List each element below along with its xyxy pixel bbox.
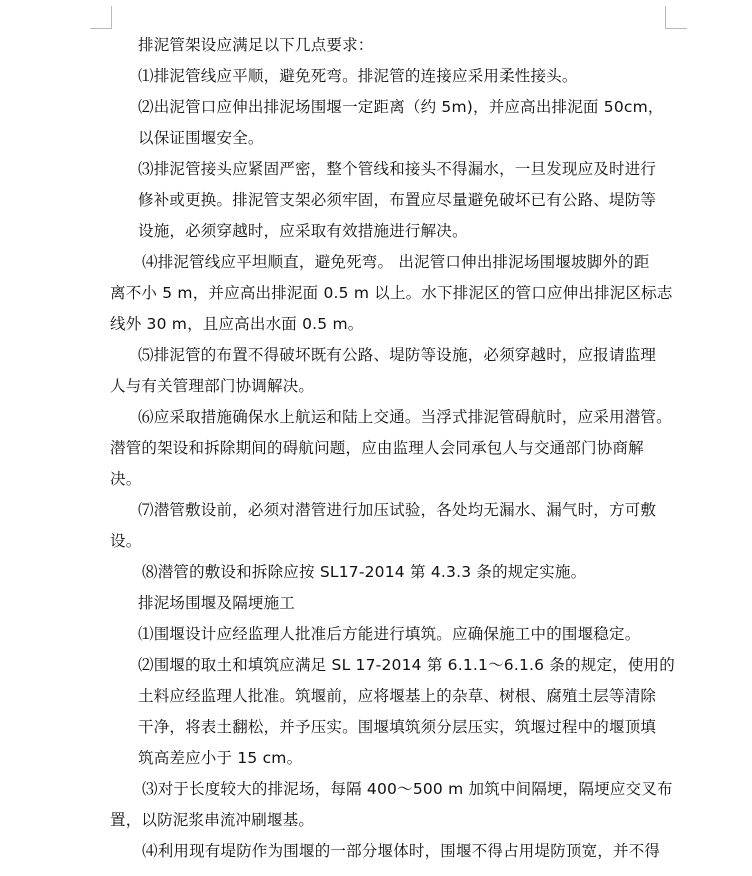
text-line: ⑻潜管的敷设和拆除应按 SL17-2014 第 4.3.3 条的规定实施。 (142, 563, 587, 581)
section-heading: 排泥场围堰及隔埂施工 (138, 594, 296, 612)
text-line: ⑷利用现有堤防作为围堰的一部分堰体时，围堰不得占用堤防顶宽，并不得 (142, 842, 661, 860)
text-line: 设施，必须穿越时，应采取有效措施进行解决。 (138, 222, 468, 240)
text-line: ⑴排泥管线应平顺，避免死弯。排泥管的连接应采用柔性接头。 (138, 67, 578, 85)
text-line: ⑵出泥管口应伸出排泥场围堰一定距离（约 5m)，并应高出排泥面 50cm， (138, 98, 664, 116)
text-line: 土料应经监理人批准。筑堰前，应将堰基上的杂草、树根、腐殖土层等清除 (138, 687, 657, 705)
text-line: 设。 (110, 532, 142, 550)
text-line: 置，以防泥浆串流冲刷堰基。 (110, 811, 315, 829)
text-line: ⑴围堰设计应经监理人批准后方能进行填筑。应确保施工中的围堰稳定。 (138, 625, 641, 643)
text-line: 修补或更换。排泥管支架必须牢固，布置应尽量避免破坏已有公路、堤防等 (138, 191, 657, 209)
text-line: 离不小 5 m，并应高出排泥面 0.5 m 以上。水下排泥区的管口应伸出排泥区标志 (110, 284, 673, 302)
text-line: 干净，将表土翻松，并予压实。围堰填筑须分层压实，筑堰过程中的堰顶填 (138, 718, 657, 736)
text-line: 以保证围堰安全。 (138, 129, 264, 147)
text-line: ⑸排泥管的布置不得破坏既有公路、堤防等设施，必须穿越时，应报请监理 (138, 346, 657, 364)
text-line: 线外 30 m，且应高出水面 0.5 m。 (110, 315, 364, 333)
text-line: 决。 (110, 470, 142, 488)
text-line: ⑷排泥管线应平坦顺直，避免死弯。 出泥管口伸出排泥场围堰坡脚外的距 (142, 253, 650, 271)
text-line: ⑺潜管敷设前，必须对潜管进行加压试验，各处均无漏水、漏气时，方可敷 (138, 501, 657, 519)
text-line: 潜管的架设和拆除期间的碍航问题，应由监理人会同承包人与交通部门协商解 (110, 439, 644, 457)
text-line: 筑高差应小于 15 cm。 (138, 749, 303, 767)
text-line: ⑶排泥管接头应紧固严密，整个管线和接头不得漏水，一旦发现应及时进行 (138, 160, 657, 178)
text-line: 人与有关管理部门协调解决。 (110, 377, 315, 395)
text-line: ⑵围堰的取土和填筑应满足 SL 17-2014 第 6.1.1～6.1.6 条的规定，使用的 (138, 656, 675, 674)
text-line: 排泥管架设应满足以下几点要求： (138, 36, 374, 54)
text-line: ⑶对于长度较大的排泥场，每隔 400～500 m 加筑中间隔埂，隔埂应交叉布 (142, 780, 673, 798)
crop-mark-top-right (665, 6, 687, 29)
crop-mark-top-left (90, 6, 112, 29)
text-line: ⑹应采取措施确保水上航运和陆上交通。当浮式排泥管碍航时，应采用潜管。 (138, 408, 672, 426)
